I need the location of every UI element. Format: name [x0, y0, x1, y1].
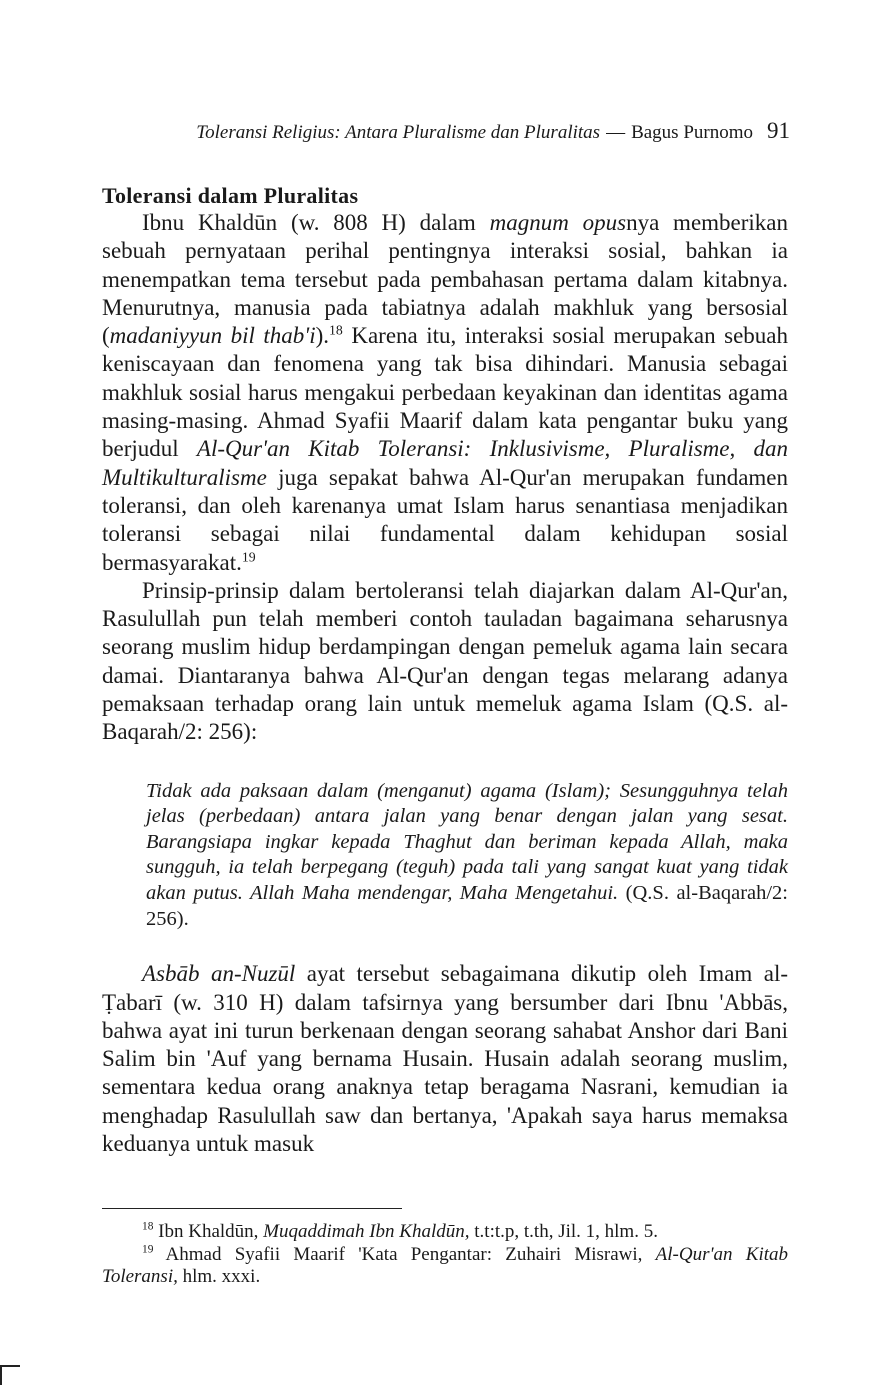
footnote-number: 19 [142, 1243, 154, 1256]
p1-italic-1: magnum opus [489, 210, 627, 235]
crop-mark [0, 1365, 20, 1385]
footnote-text: Ibn Khaldūn, [153, 1221, 264, 1242]
footnote-title: Muqaddimah Ibn Khaldūn, [263, 1221, 470, 1242]
footnotes [102, 1221, 788, 1289]
running-header [120, 118, 790, 144]
header-author: Bagus Purnomo [631, 122, 753, 143]
footnote-text: Ahmad Syafii Maarif 'Kata Pengantar: Zuhairi Misrawi, [153, 1243, 656, 1265]
paragraph-2: Prinsip-prinsip dalam bertoleransi telah diajarkan dalam Al-Qur'an, Rasulullah pun telah memberi contoh tauladan bagaimana seharusnya seorang muslim hidup berdampingan dengan pemeluk agama lain secara damai. Diantaranya bahwa Al-Qur'an dengan tegas melarang adanya pemaksaan terhadap orang lain untuk memeluk agama Islam (Q.S. al-Baqarah/2: 256): [102, 577, 788, 745]
footnote-18 [102, 1221, 788, 1244]
footnote-number: 18 [142, 1220, 154, 1233]
quote-text: Tidak ada paksaan dalam (menganut) agama (Islam); Sesungguhnya telah jelas (perbedaan) antara jalan yang benar dengan jalan yang sesat. Barangsiapa ingkar kepada Thaghut dan beriman kepada Allah, maka sungguh, ia telah berpegang (teguh) pada tali yang sangat kuat yang tidak akan putus. Allah Maha mendengar, Maha Mengetahui. [146, 779, 788, 905]
footnote-ref-18[interactable]: 18 [329, 322, 343, 338]
p1-text-1: Ibnu Khaldūn (w. 808 H) dalam [142, 210, 490, 235]
footnote-ref-19[interactable]: 19 [241, 548, 256, 564]
p3-text-1: ayat tersebut sebagaimana dikutip oleh Imam al-Ṭabarī (w. 310 H) dalam tafsirnya yang bersumber dari Ibnu 'Abbās, bahwa ayat ini turun berkenaan dengan seorang sahabat Anshor dari Bani Salim bin 'Auf yang bernama Husain. Husain adalah seorang muslim, sementara kedua orang anaknya tetap beragama Nasrani, kemudian ia menghadap Rasulullah saw dan bertanya, 'Apakah saya harus memaksa keduanya untuk masuk [102, 961, 789, 1156]
p1-italic-2: madaniyyun bil thab'i [109, 323, 316, 349]
section-heading: Toleransi dalam Pluralitas [102, 183, 359, 208]
main-content [102, 182, 788, 1158]
p1-text-2: nya memberikan sebuah pernyataan perihal pentingnya interaksi sosial, bahkan ia menempatkan tema tersebut pada pembahasan pertama dalam kitabnya. Menurutnya, manusia pada tabiatnya adalah makhluk yang bersosial ( [102, 210, 789, 349]
p1-italic-3: Al-Qur'an Kitab Toleransi: Inklusivisme, Pluralisme, dan Multikulturalisme [102, 436, 788, 490]
p1-text-3: ). [315, 323, 330, 349]
footnote-19 [102, 1244, 788, 1289]
footnote-divider [102, 1208, 402, 1209]
quran-quote [146, 779, 788, 933]
paragraph-3 [102, 960, 788, 1158]
header-separator: — [606, 122, 626, 143]
running-title: Toleransi Religius: Antara Pluralisme dan Pluralitas [196, 122, 601, 143]
page-number: 91 [767, 118, 790, 143]
footnote-title: Al-Qur'an Kitab Toleransi, [102, 1243, 788, 1287]
footnote-text: hlm. xxxi. [177, 1266, 261, 1287]
footnote-text: t.t:t.p, t.th, Jil. 1, hlm. 5. [469, 1221, 658, 1242]
quote-reference: (Q.S. al-Baqarah/2: 256). [146, 882, 789, 930]
p1-text-5: juga sepakat bahwa Al-Qur'an merupakan fundamen toleransi, dan oleh karenanya umat Islam harus senantiasa menjadikan toleransi sebagai nilai fundamental dalam kehidupan sosial bermasyarakat. [102, 464, 788, 575]
paragraph-1 [102, 209, 788, 577]
p3-italic-1: Asbāb an-Nuzūl [142, 961, 296, 987]
p1-text-4: Karena itu, interaksi sosial merupakan sebuah keniscayaan dan fenomena yang tak bisa dihindari. Manusia sebagai makhluk sosial harus mengakui perbedaan keyakinan dan identitas agama masing-masing. Ahmad Syafii Maarif dalam kata pengantar buku yang berjudul [102, 323, 788, 462]
